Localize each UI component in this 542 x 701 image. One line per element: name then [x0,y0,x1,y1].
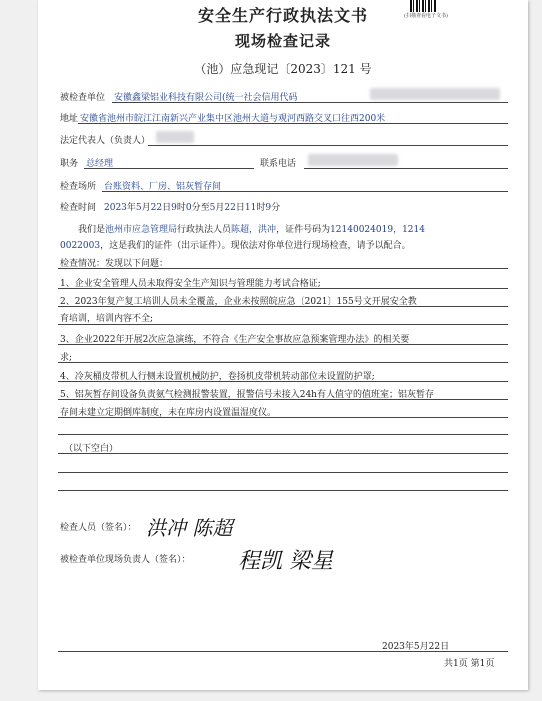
time-year: 2023 [104,203,127,213]
unit-month-2: 月 [215,203,225,213]
inspected-unit-value: 安徽鑫梁铝业科技有限公司(统一社会信用代码 [114,93,298,103]
underline [84,168,254,169]
place-label: 检查场所 [60,182,97,192]
underline [58,288,508,289]
document-page [38,0,528,690]
inspectors-signature: 洪冲 陈超 [146,516,233,540]
finding-line: 1、企业安全管理人员未取得安全生产知识与管理能力考试合格证; [60,279,321,289]
unit-day: 日 [162,203,172,213]
qr-caption: (扫描查看电子文书) [404,13,448,19]
qr-code-icon [410,0,436,12]
underline [58,453,508,454]
contact-label: 联系电话 [260,159,297,169]
inspectors-label: 检查人员（签名）： [60,523,137,533]
time-hour: 9 [171,203,177,213]
finding-line: 5、铝灰暂存间设备负责氨气检测报警装置，报警信号未接入24h有人值守的值班室；铝灰暂存 [60,390,434,400]
underline [148,145,508,146]
responsible-label: 被检查单位现场负责人（签名）： [60,555,191,565]
inspected-unit-label: 被检查单位 [60,93,106,103]
statement-text: 我们是 [78,225,106,235]
address-value: 安徽省池州市皖江江南新兴产业集中区池州大道与观河西路交叉口往西200米 [80,114,386,124]
address-label: 地址 [60,114,79,124]
time-to-day: 22 [224,203,236,213]
responsible-signature: 程凯 梁星 [238,549,333,574]
redacted-legal-rep [156,131,194,143]
officer-names: 陈超，洪冲 [231,225,277,235]
legal-rep-label: 法定代表人（负责人） [60,136,151,146]
statement-text: ，这是我们的证件（出示证件）。现依法对你单位进行现场检查，请予以配合。 [100,241,411,251]
page-count: 共1页 第1页 [444,659,495,669]
underline [58,490,508,491]
underline [112,102,508,103]
unit-year: 年 [126,203,136,213]
underline [58,381,508,382]
underline [304,168,508,169]
time-month: 5 [135,203,142,213]
statement-line-2 [60,238,411,251]
unit-min-to: 分至 [191,203,210,213]
certificate-number-cont: 0022003 [60,241,101,251]
document-title: 安全生产行政执法文书 [197,6,368,25]
underline [58,324,508,325]
finding-line: 4、冷灰桶皮带机人行侧未设置机械防护，卷扬机皮带机转动部位未设置防护罩; [60,372,375,382]
document-number: （池）应急现记〔2023〕121 号 [194,62,372,76]
underline [58,651,508,652]
position-label: 职务 [60,159,79,169]
underline [58,417,508,418]
underline [58,344,508,345]
time-to-month: 5 [209,203,216,213]
time-to-hour: 11 [244,203,257,213]
certificate-numbers: 12140024019，1214 [330,225,425,235]
statement-text: ，证件号码为 [276,225,331,235]
statement-text: 行政执法人员 [177,225,232,235]
redacted-credit-code [370,88,500,100]
unit-min-end: 分 [271,203,281,213]
position-value: 总经理 [86,159,114,169]
time-to-min: 9 [265,203,272,213]
underline [58,399,508,400]
underline [58,362,508,363]
time-min: 0 [185,203,192,213]
unit-hour-2: 时 [256,203,266,213]
inspection-time [104,200,280,213]
redacted-phone [308,154,398,166]
underline [58,434,508,435]
finding-line: 3、企业2022年开展2次应急演练，不符合《生产安全事故应急预案管理办法》的相关要 [60,335,410,345]
situation-label: 检查情况：发现以下问题： [60,259,169,269]
finding-line: 存间未建立定期倒库制度，未在库房内设置温湿度仪。 [60,408,277,418]
place-value: 台账资料、厂房、铝灰暂存间 [104,182,222,192]
underline [58,306,508,307]
time-label: 检查时间 [60,203,97,213]
finding-line: 2、2023年复产复工培训人员未全覆盖，企业未按照皖应急〔2021〕155号文开展安全教 [60,297,417,307]
document-date: 2023年5月22日 [382,642,450,652]
agency-name: 池州市应急管理局 [105,225,178,235]
statement-line-1 [78,222,425,235]
underline [58,472,508,473]
underline [102,191,508,192]
blank-note: （以下空白） [64,444,119,454]
unit-month: 月 [141,203,151,213]
underline [58,268,508,269]
time-day: 22 [150,203,163,213]
finding-line: 育培训，培训内容不全; [60,314,154,324]
underline [78,123,508,124]
unit-hour: 时 [176,203,186,213]
finding-line: 求; [60,353,73,363]
record-title: 现场检查记录 [234,32,331,50]
unit-day-2: 日 [235,203,245,213]
